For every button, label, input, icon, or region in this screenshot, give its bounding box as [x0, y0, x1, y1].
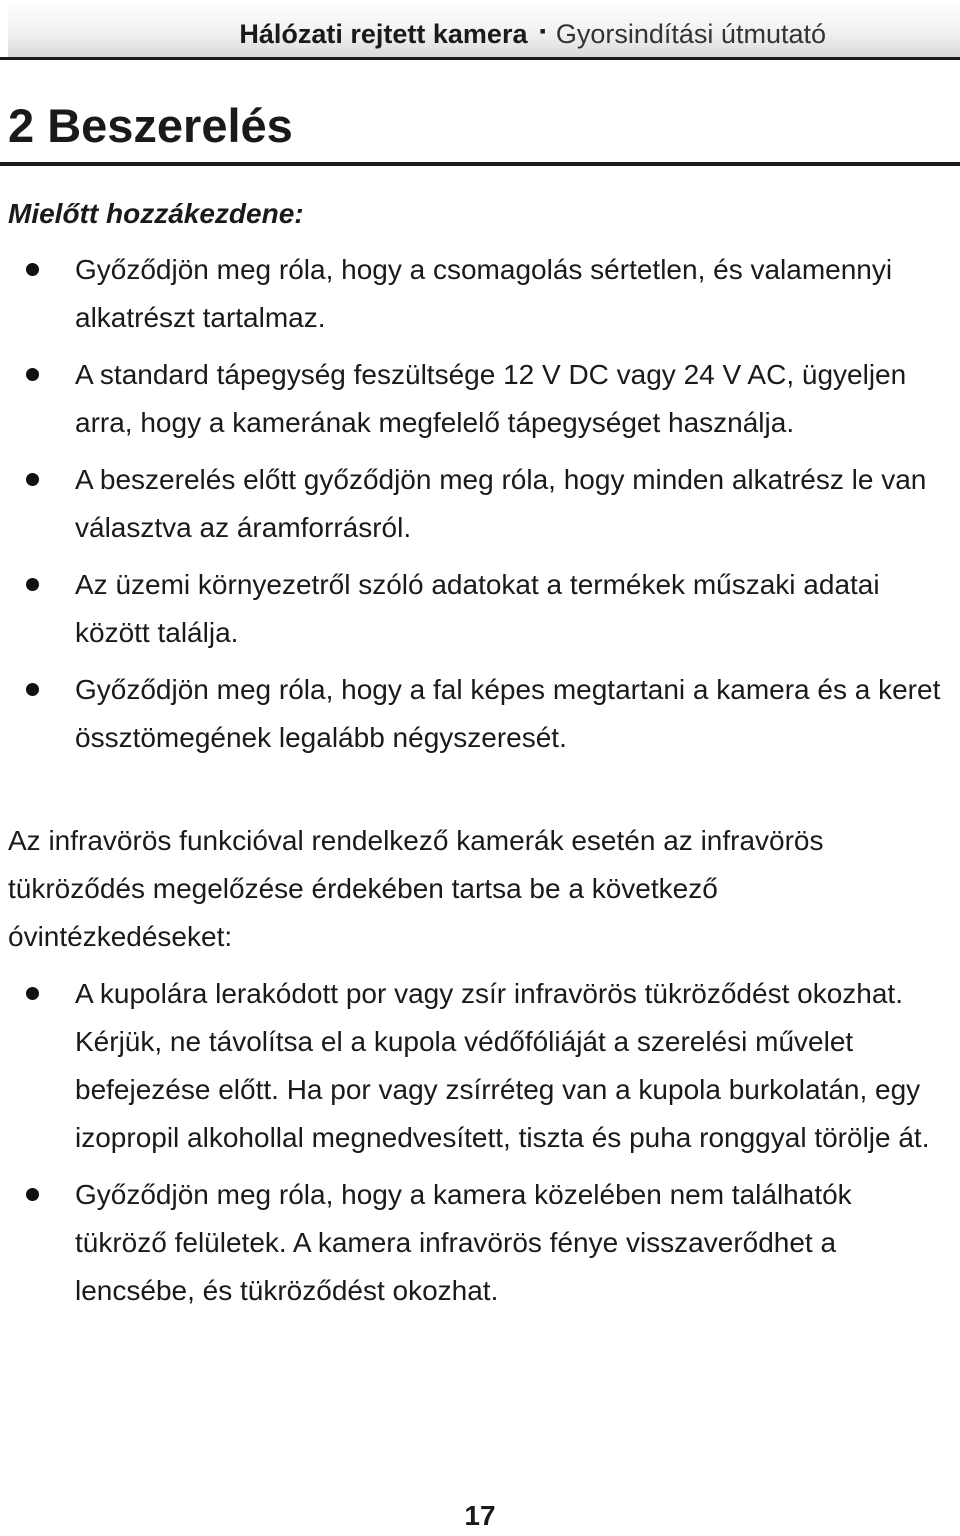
header-separator: ▪: [539, 21, 546, 41]
header-guide-name: Gyorsindítási útmutató: [555, 19, 826, 49]
page-number: 17: [464, 1500, 496, 1531]
list-item: [0, 970, 950, 1162]
header-product-name: Hálózati rejtett kamera: [239, 19, 528, 49]
header-divider: [0, 57, 960, 60]
list-item: [0, 456, 950, 552]
infrared-precautions-list: [0, 970, 950, 1324]
chapter-divider: [0, 162, 960, 166]
before-you-start-list: [0, 246, 950, 771]
page-header: [8, 0, 960, 58]
list-item: [0, 561, 950, 657]
infrared-intro-paragraph: Az infravörös funkcióval rendelkező kamerák esetén az infravörös tükröződés megelőzése érdekében tartsa be a következő óvintézkedéseket:: [8, 825, 824, 952]
list-item-text: Győződjön meg róla, hogy a kamera közelében nem találhatók tükröző felületek. A kamera infravörös fénye visszaverődhet a lencsébe, és tükröződést okozhat.: [75, 1179, 852, 1306]
list-item-text: Az üzemi környezetről szóló adatokat a termékek műszaki adatai között találja.: [75, 569, 880, 648]
bullet-icon: [26, 578, 39, 591]
list-item: [0, 246, 950, 342]
bullet-icon: [26, 368, 39, 381]
bullet-icon: [26, 263, 39, 276]
list-item-text: Győződjön meg róla, hogy a fal képes megtartani a kamera és a keret össztömegének legalább négyszeresét.: [75, 674, 941, 753]
list-item-text: A standard tápegység feszültsége 12 V DC vagy 24 V AC, ügyeljen arra, hogy a kamerának megfelelő tápegységet használja.: [75, 359, 907, 438]
bullet-icon: [26, 987, 39, 1000]
list-item: [0, 1171, 950, 1315]
chapter-title: 2 Beszerelés: [8, 99, 293, 152]
list-item: [0, 351, 950, 447]
bullet-icon: [26, 473, 39, 486]
header-title: [239, 13, 826, 52]
before-you-start-heading: Mielőtt hozzákezdene:: [8, 198, 304, 229]
list-item: [0, 666, 950, 762]
bullet-icon: [26, 1188, 39, 1201]
list-item-text: Győződjön meg róla, hogy a csomagolás sértetlen, és valamennyi alkatrészt tartalmaz.: [75, 254, 893, 333]
list-item-text: A kupolára lerakódott por vagy zsír infravörös tükröződést okozhat. Kérjük, ne távolítsa el a kupola védőfóliáját a szerelési művelet befejezése előtt. Ha por vagy zsírréteg van a kupola burkolatán, egy izopropil alkohollal megnedvesített, tiszta és puha ronggyal törölje át.: [75, 978, 930, 1153]
bullet-icon: [26, 683, 39, 696]
list-item-text: A beszerelés előtt győződjön meg róla, hogy minden alkatrész le van választva az áramforrásról.: [75, 464, 927, 543]
